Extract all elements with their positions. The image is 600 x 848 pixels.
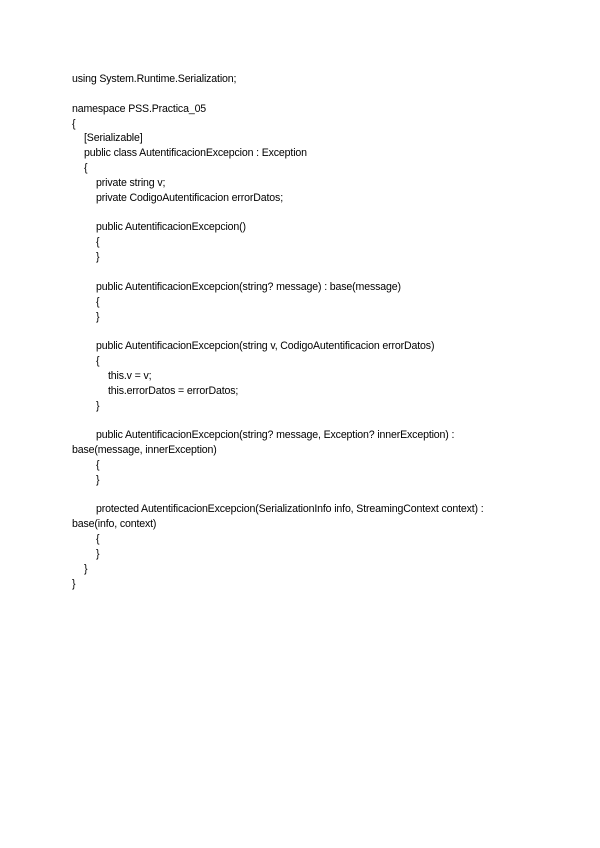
code-line-20: { bbox=[96, 355, 100, 368]
code-line-30: protected AutentificacionExcepcion(SerializationInfo info, StreamingContext context) : bbox=[96, 503, 484, 516]
code-line-3: namespace PSS.Practica_05 bbox=[72, 102, 207, 115]
code-line-16: { bbox=[96, 295, 100, 308]
code-line-21: this.v = v; bbox=[108, 369, 152, 382]
code-line-10 bbox=[72, 206, 542, 221]
code-line-8: private string v; bbox=[96, 176, 166, 189]
code-line-13: } bbox=[96, 251, 100, 264]
code-line-1: using System.Runtime.Serialization; bbox=[72, 73, 237, 85]
code-line-7: { bbox=[84, 162, 88, 175]
code-line-25: public AutentificacionExcepcion(string? message, Exception? innerException) : bbox=[96, 429, 455, 442]
code-line-28: } bbox=[96, 473, 100, 486]
code-line-22: this.errorDatos = errorDatos; bbox=[108, 384, 239, 397]
code-line-14 bbox=[72, 265, 542, 280]
code-line-23: } bbox=[96, 399, 100, 412]
code-line-35: } bbox=[72, 577, 76, 590]
code-line-2 bbox=[72, 87, 542, 102]
code-line-27: { bbox=[96, 458, 100, 471]
code-line-4: { bbox=[72, 117, 76, 130]
code-line-33: } bbox=[96, 548, 100, 560]
code-line-11: public AutentificacionExcepcion() bbox=[96, 221, 246, 234]
code-line-29 bbox=[72, 488, 542, 503]
code-listing bbox=[72, 72, 542, 592]
code-line-6: public class AutentificacionExcepcion : Exception bbox=[84, 147, 307, 160]
code-line-12: { bbox=[96, 236, 100, 249]
code-line-24 bbox=[72, 413, 542, 428]
code-line-15: public AutentificacionExcepcion(string? message) : base(message) bbox=[96, 280, 401, 293]
code-line-31: base(info, context) bbox=[72, 518, 157, 531]
code-line-18 bbox=[72, 324, 542, 339]
code-line-32: { bbox=[96, 533, 100, 546]
code-line-19: public AutentificacionExcepcion(string v, CodigoAutentificacion errorDatos) bbox=[96, 340, 435, 353]
code-line-26: base(message, innerException) bbox=[72, 444, 217, 457]
code-line-5: [Serializable] bbox=[84, 132, 143, 145]
code-line-17: } bbox=[96, 310, 100, 323]
code-line-34: } bbox=[84, 562, 88, 575]
code-line-9: private CodigoAutentificacion errorDatos; bbox=[96, 191, 283, 204]
